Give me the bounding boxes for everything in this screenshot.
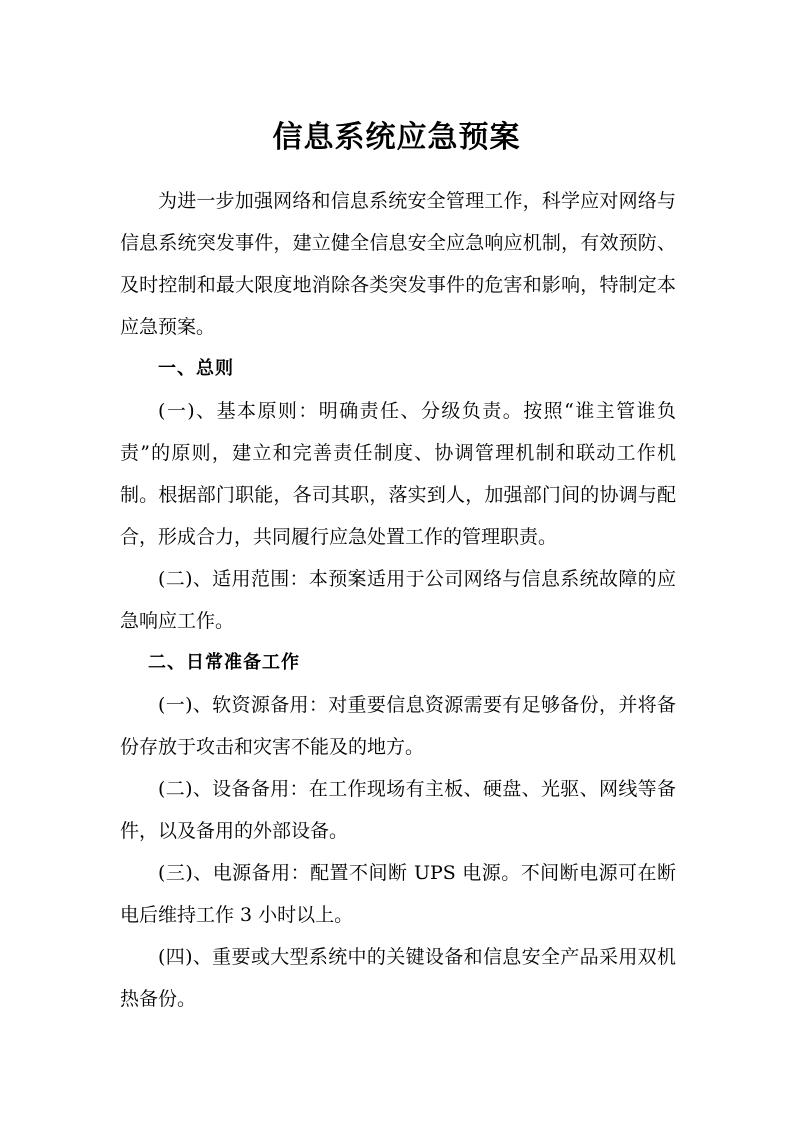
section-heading-general: 一、总则: [158, 358, 234, 379]
paragraph-scope: (二)、适用范围：本预案适用于公司网络与信息系统故障的应急响应工作。: [120, 568, 676, 632]
page-title: 信息系统应急预案: [272, 120, 521, 155]
paragraph-basic-principles: (一)、基本原则：明确责任、分级负责。按照“谁主管谁负责”的原则，建立和完善责任制度、协调管理机制和联动工作机制。根据部门职能，各司其职，落实到人，加强部门间的协调与配合，形成合力，共同履行应急处置工作的管理职责。: [120, 400, 676, 548]
section-heading-daily-preparation: 二、日常准备工作: [148, 652, 300, 673]
paragraph-soft-resource-backup: (一)、软资源备用：对重要信息资源需要有足够备份，并将备份存放于攻击和灾害不能及的地方。: [120, 694, 676, 758]
paragraph-hot-standby: (四)、重要或大型系统中的关键设备和信息安全产品采用双机热备份。: [120, 946, 676, 1010]
intro-paragraph: 为进一步加强网络和信息系统安全管理工作，科学应对网络与信息系统突发事件，建立健全信息安全应急响应机制，有效预防、及时控制和最大限度地消除各类突发事件的危害和影响，特制定本应急预案。: [120, 190, 676, 338]
document-body: [120, 180, 676, 1020]
paragraph-equipment-backup: (二)、设备备用：在工作现场有主板、硬盘、光驱、网线等备件，以及备用的外部设备。: [120, 778, 676, 842]
paragraph-power-backup: (三)、电源备用：配置不间断 UPS 电源。不间断电源可在断电后维持工作 3 小时以上。: [120, 862, 676, 926]
